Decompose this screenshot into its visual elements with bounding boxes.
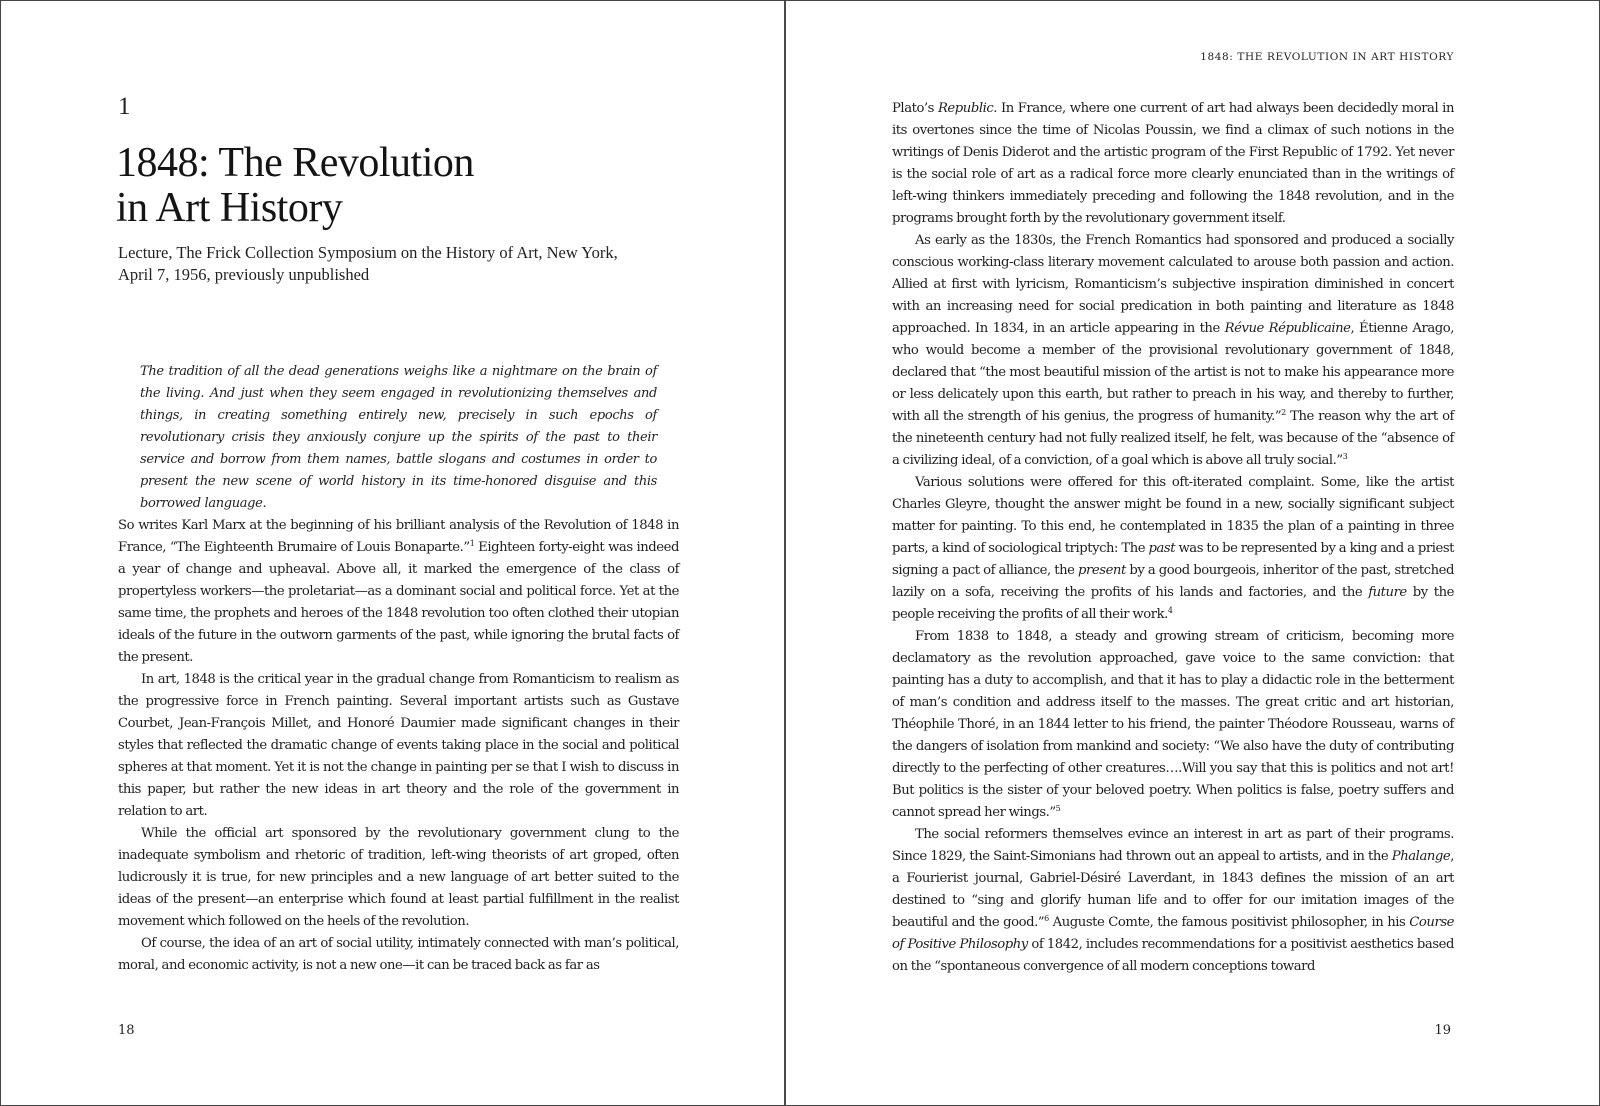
- chapter-title-line-1: 1848: The Revolution: [116, 140, 474, 186]
- epigraph-quote: The tradition of all the dead generations weighs like a nightmare on the brain of the living. And just when they seem engaged in revolutionizing themselves and things, in creating something entirely new, precisely in such epochs of revolutionary crisis they anxiously conjure up the spirits of the past to their service and borrow from them names, battle slogans and costumes in order to present the new scene of world history in its time-honored disguise and this borrowed language.: [140, 364, 657, 511]
- italic-word: future: [1368, 585, 1407, 600]
- right-page: [786, 1, 1599, 1105]
- footnote-ref[interactable]: 4: [1167, 606, 1173, 615]
- paragraph: [892, 824, 1454, 978]
- paragraph: [892, 626, 1454, 824]
- footnote-ref[interactable]: 6: [1044, 914, 1049, 923]
- running-head: 1848: THE REVOLUTION IN ART HISTORY: [1200, 51, 1454, 63]
- paragraph: [118, 515, 679, 669]
- subtitle-line-2: April 7, 1956, previously unpublished: [118, 265, 370, 284]
- text-run: , a Fourierist journal, Gabriel-Désiré Laverdant, in 1843 defines the mission of an art destined to “sing and glorify human life and to offer for our imitation images of the beautiful and the good.”: [892, 849, 1454, 930]
- chapter-title: [116, 141, 676, 231]
- paragraph: In art, 1848 is the critical year in the gradual change from Romanticism to realism as the progressive force in French painting. Several important artists such as Gustave Courbet, Jean-François Millet, and Honoré Daumier made significant changes in their styles that reflected the dramatic change of events taking place in the social and political spheres at that moment. Yet it is not the change in painting per se that I wish to discuss in this paper, but rather the new ideas in art theory and the role of the government in relation to art.: [118, 672, 679, 819]
- chapter-title-line-2: in Art History: [116, 185, 343, 231]
- text-run: by the people receiving the profits of all their work.: [892, 585, 1454, 622]
- chapter-number: 1: [118, 93, 131, 120]
- footnote-ref[interactable]: 5: [1055, 804, 1061, 813]
- italic-title: Phalange: [1391, 849, 1451, 864]
- left-body-text: [118, 515, 679, 977]
- text-run: Eighteen forty-eight was indeed a year of change and upheaval. Above all, it marked the emergence of the class of propertyless workers—the proletariat—as a dominant social and political force. Yet at the same time, the prophets and heroes of the 1848 revolution too often clothed their utopian ideals of the future in the outworn garments of the past, while ignoring the brutal facts of the present.: [118, 540, 679, 665]
- italic-word: present: [1078, 563, 1126, 578]
- italic-word: past: [1148, 541, 1176, 556]
- text-run: The social reformers themselves evince an interest in art as part of their programs. Since 1829, the Saint-Simonians had thrown out an appeal to artists, and in the: [892, 827, 1454, 864]
- paragraph: [892, 98, 1454, 230]
- text-run: So writes Karl Marx at the beginning of his brilliant analysis of the Revolution of 1848 in France, “The Eighteenth Brumaire of Louis Bonaparte.”: [118, 518, 679, 555]
- text-run: , Étienne Arago, who would become a member of the provisional revolutionary government of 1848, declared that “the most beautiful mission of the artist is not to make his appearance more or less delicately upon this earth, but rather to preach in his way, and thereby to further, with all the strength of his genius, the progress of humanity.”: [892, 321, 1454, 424]
- page-number-right: 19: [1434, 1023, 1451, 1038]
- text-run: Various solutions were offered for this oft-iterated complaint. Some, like the artist Charles Gleyre, thought the answer might be found in a new, socially significant subject matter for painting. To this end, he contemplated in 1835 the plan of a painting in three parts, a kind of sociological triptych: The: [892, 475, 1454, 556]
- footnote-ref[interactable]: 1: [469, 539, 475, 548]
- left-page: [1, 1, 784, 1105]
- italic-title: Republic: [937, 101, 994, 116]
- subtitle-line-1: Lecture, The Frick Collection Symposium on the History of Art, New York,: [118, 243, 618, 262]
- paragraph: Of course, the idea of an art of social utility, intimately connected with man’s political, moral, and economic activity, is not a new one—it can be traced back as far as: [118, 936, 679, 973]
- footnote-ref[interactable]: 3: [1342, 452, 1348, 461]
- paragraph: While the official art sponsored by the revolutionary government clung to the inadequate symbolism and rhetoric of tradition, left-wing theorists of art groped, often ludicrously it is true, for new principles and a new language of art better suited to the ideas of the present—an enterprise which found at least partial fulfillment in the realist movement which followed on the heels of the revolution.: [118, 826, 679, 929]
- chapter-subtitle: [118, 242, 678, 286]
- text-run: was to be represented by a king and a priest signing a pact of alliance, the: [892, 541, 1454, 578]
- text-run: by a good bourgeois, inheritor of the past, stretched lazily on a sofa, receiving the profits of his lands and factories, and the: [892, 563, 1454, 600]
- paragraph: [892, 472, 1454, 626]
- right-body-text: [892, 98, 1454, 978]
- text-run: of 1842, includes recommendations for a positivist aesthetics based on the “spontaneous convergence of all modern conceptions toward: [892, 937, 1454, 974]
- text-run: The reason why the art of the nineteenth century had not fully realized itself, he felt, was because of the “absence of a civilizing ideal, of a conviction, of a goal which is above all truly social.”: [892, 409, 1454, 468]
- text-run: Plato’s: [892, 101, 938, 116]
- text-run: From 1838 to 1848, a steady and growing stream of criticism, becoming more declamatory as the revolution approached, gave voice to the same conviction: that painting has a duty to accomplish, and that it has to play a didactic role in the betterment of man’s condition and address itself to the masses. The great critic and art historian, Théophile Thoré, in an 1844 letter to his friend, the painter Théodore Rousseau, warns of the dangers of isolation from mankind and society: “We also have the duty of contributing directly to the perfecting of other creatures….Will you say that this is politics and not art! But politics is the sister of your beloved poetry. When politics is false, poetry suffers and cannot spread her wings.”: [892, 629, 1454, 820]
- text-run: Auguste Comte, the famous positivist philosopher, in his: [1048, 915, 1410, 930]
- text-run: As early as the 1830s, the French Romantics had sponsored and produced a socially conscious working-class literary movement calculated to arouse both passion and action. Allied at first with lyricism, Romanticism’s subjective inspiration diminished in concert with an increasing need for social predication in both painting and literature as 1848 approached. In 1834, in an article appearing in the: [892, 233, 1454, 336]
- text-run: . In France, where one current of art had always been decidedly moral in its overtones since the time of Nicolas Poussin, we find a climax of such notions in the writings of Denis Diderot and the artistic program of the First Republic of 1792. Yet never is the social role of art as a radical force more clearly enunciated than in the writings of left-wing thinkers immediately preceding and following the 1848 revolution, and in the programs brought forth by the revolutionary government itself.: [892, 101, 1454, 226]
- footnote-ref[interactable]: 2: [1281, 408, 1286, 417]
- italic-title: Course of Positive Philosophy: [892, 915, 1454, 952]
- italic-title: Révue Républicaine: [1224, 321, 1351, 336]
- page-number-left: 18: [118, 1023, 135, 1038]
- paragraph: [892, 230, 1454, 472]
